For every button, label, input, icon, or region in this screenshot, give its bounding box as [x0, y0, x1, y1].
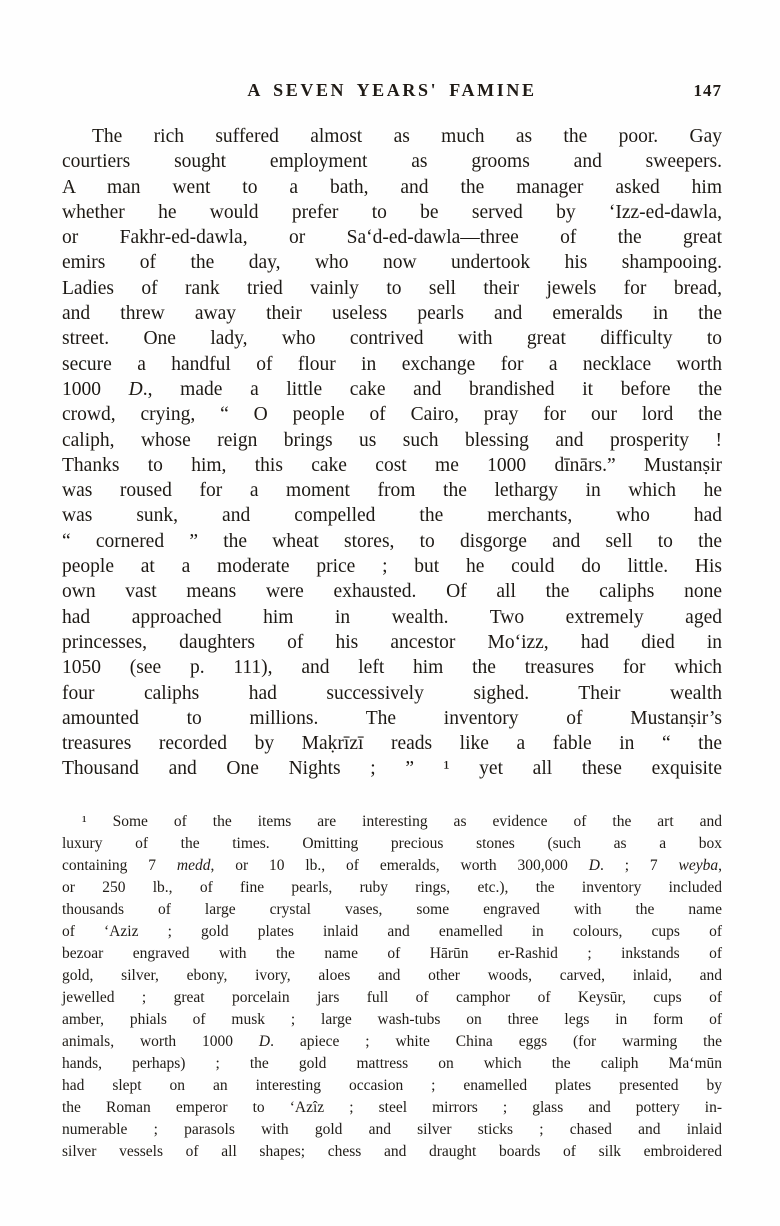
footnote-line: amber, phials of musk ; large wash-tubs on three legs in form of	[62, 1011, 722, 1028]
text-line: 1050 (see p. 111), and left him the treasures for which	[62, 657, 722, 679]
text-line: had approached him in wealth. Two extremely aged	[62, 606, 722, 628]
text-line: “ cornered ” the wheat stores, to disgorge and sell to the	[62, 530, 722, 552]
footnote-line: gold, silver, ebony, ivory, aloes and other woods, carved, inlaid, and	[62, 967, 722, 984]
footnote	[62, 811, 722, 1163]
footnote-line: thousands of large crystal vases, some engraved with the name	[62, 901, 722, 918]
footnote-line: of ‘Aziz ; gold plates inlaid and enamelled in colours, cups of	[62, 923, 722, 940]
footnote-line: numerable ; parasols with gold and silver sticks ; chased and inlaid	[62, 1121, 722, 1138]
text-line: people at a moderate price ; but he could do little. His	[62, 556, 722, 578]
text-line: treasures recorded by Maḳrīzī reads like a fable in “ the	[62, 733, 722, 755]
text-line: and threw away their useless pearls and emeralds in the	[62, 303, 722, 325]
footnote-line: had slept on an interesting occasion ; enamelled plates presented by	[62, 1077, 722, 1094]
footnote-line: ¹ Some of the items are interesting as evidence of the art and	[82, 813, 722, 830]
footnote-line: hands, perhaps) ; the gold mattress on which the caliph Ma‘mūn	[62, 1055, 722, 1072]
text-line: Ladies of rank tried vainly to sell their jewels for bread,	[62, 277, 722, 299]
text-line: Thanks to him, this cake cost me 1000 dīnārs.” Mustanṣir	[62, 454, 722, 476]
footnote-line: bezoar engraved with the name of Hārūn er-Rashid ; inkstands of	[62, 945, 722, 962]
text-line: courtiers sought employment as grooms and sweepers.	[62, 151, 722, 173]
footnote-line: the Roman emperor to ‘Azîz ; steel mirrors ; glass and pottery in-	[62, 1099, 722, 1116]
text-line: 1000 D., made a little cake and brandished it before the	[62, 378, 723, 400]
footnote-line: jewelled ; great porcelain jars full of camphor of Keysūr, cups of	[62, 989, 722, 1006]
text-line: amounted to millions. The inventory of Mustanṣir’s	[62, 707, 722, 729]
footnote-line: silver vessels of all shapes; chess and draught boards of silk embroidered	[62, 1143, 722, 1160]
text-line: whether he would prefer to be served by ‘Izz-ed-dawla,	[62, 201, 722, 223]
text-line: four caliphs had successively sighed. Their wealth	[62, 682, 722, 704]
text-line: emirs of the day, who now undertook his shampooing.	[62, 252, 722, 274]
text-line: was sunk, and compelled the merchants, who had	[62, 505, 722, 527]
text-line: street. One lady, who contrived with great difficulty to	[62, 328, 722, 350]
text-line: princesses, daughters of his ancestor Mo‘izz, had died in	[62, 631, 722, 653]
page-header	[62, 80, 722, 102]
footnote-line: animals, worth 1000 D. apiece ; white China eggs (for warming the	[62, 1033, 723, 1050]
text-line: secure a handful of flour in exchange for a necklace worth	[62, 353, 722, 375]
page-number: 147	[693, 81, 722, 100]
text-line: crowd, crying, “ O people of Cairo, pray for our lord the	[62, 404, 722, 426]
footnote-line: containing 7 medd, or 10 lb., of emeralds, worth 300,000 D. ; 7 weyba,	[62, 857, 722, 874]
text-line: was roused for a moment from the lethargy in which he	[62, 480, 722, 502]
text-line: Thousand and One Nights ; ” ¹ yet all these exquisite	[62, 758, 722, 780]
text-line: The rich suffered almost as much as the poor. Gay	[92, 126, 722, 147]
footnote-line: or 250 lb., of fine pearls, ruby rings, etc.), the inventory included	[62, 879, 722, 896]
main-paragraph	[62, 124, 722, 782]
text-line: caliph, whose reign brings us such blessing and prosperity !	[62, 429, 722, 451]
text-line: own vast means were exhausted. Of all the caliphs none	[62, 581, 722, 603]
footnote-line: luxury of the times. Omitting precious stones (such as a box	[62, 835, 722, 852]
running-title: A SEVEN YEARS' FAMINE	[247, 80, 537, 100]
text-line: or Fakhr-ed-dawla, or Sa‘d-ed-dawla—three of the great	[62, 227, 722, 249]
text-line: A man went to a bath, and the manager asked him	[62, 176, 722, 198]
